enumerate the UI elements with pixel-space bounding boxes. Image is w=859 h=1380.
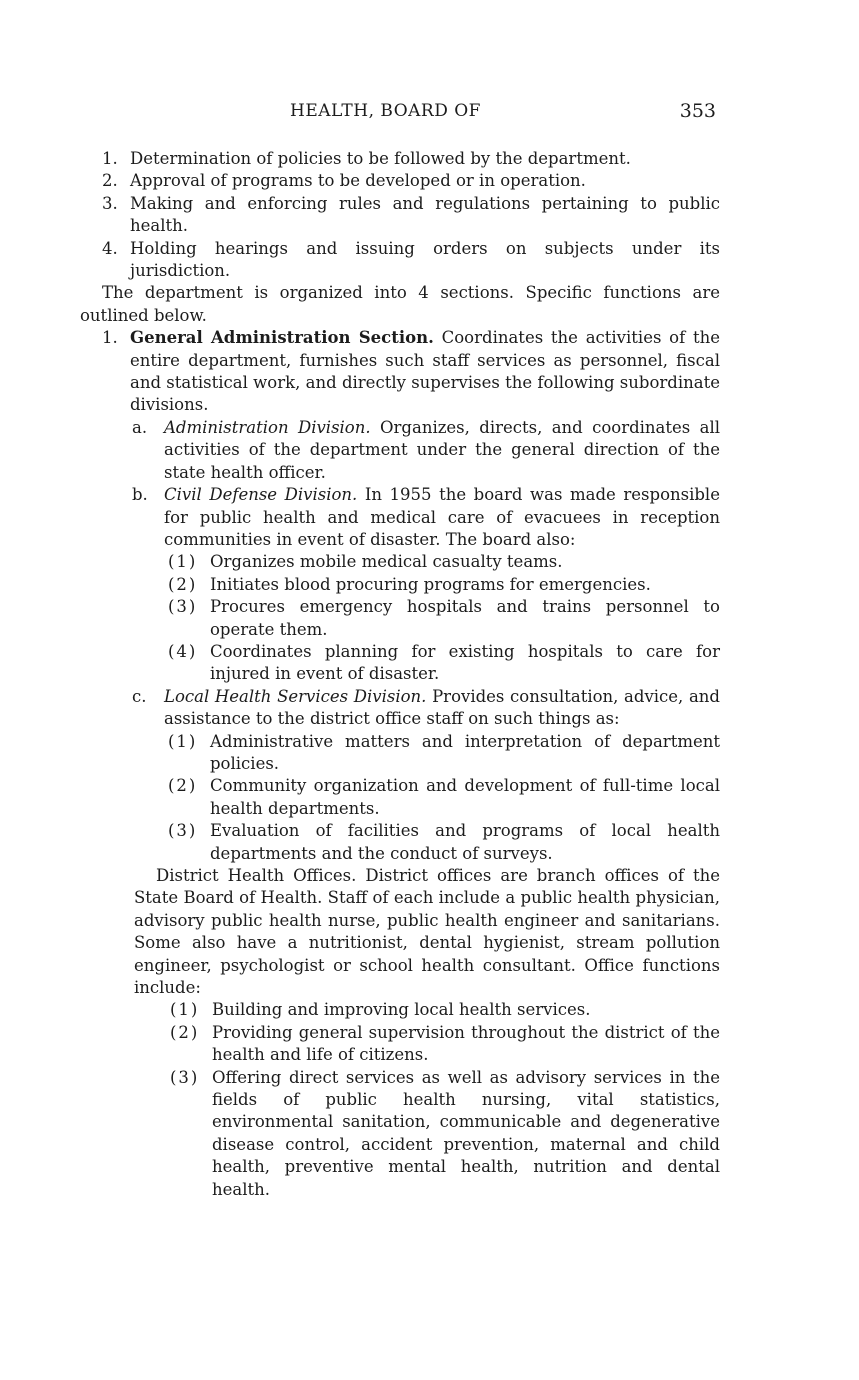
item-number: (1)	[170, 1000, 200, 1020]
item-text: Evaluation of facilities and programs of local health departments and the conduct of surveys.	[210, 821, 720, 863]
division-text: Organizes, directs, and coordinates all activities of the department under the general direction of the state health officer.	[164, 417, 721, 482]
district-offices-paragraph: District Health Offices. District offices are branch offices of the State Board of Health. Staff of each include a public health physician, advisory public health nurse, public health engineer and sanitarians. Some also have a nutritionist, dental hygienist, stream pollution engineer, psychologist or school health consultant. Office functions include:	[134, 866, 720, 998]
intro-paragraph: The department is organized into 4 sections. Specific functions are outlined below.	[80, 283, 720, 325]
page-header	[100, 100, 716, 126]
item-text: Determination of policies to be followed by the department.	[130, 149, 631, 168]
item-number: 4.	[102, 238, 118, 258]
list-item	[80, 820, 720, 865]
division-body	[164, 686, 720, 731]
list-item	[80, 238, 720, 283]
item-text: Offering direct services as well as advisory services in the fields of public health nursing, vital statistics, environmental sanitation, communicable and degenerative disease control, accident prevention, maternal and child health, preventive mental health, nutrition and dental health.	[212, 1067, 720, 1199]
division-civil-defense	[80, 484, 720, 551]
division-body	[164, 484, 720, 551]
division-title: Administration Division.	[164, 417, 371, 437]
division-text: In 1955 the board was made responsible for public health and medical care of evacuees in reception communities in event of disaster. The board also:	[164, 485, 720, 549]
item-text: Administrative matters and interpretation of department policies.	[210, 731, 720, 773]
list-item	[80, 574, 720, 596]
division-letter: c.	[132, 686, 147, 706]
section-body	[130, 327, 720, 417]
list-item	[80, 551, 720, 573]
item-text: Holding hearings and issuing orders on subjects under its jurisdiction.	[130, 238, 720, 281]
item-number: (1)	[168, 552, 198, 572]
item-number: 3.	[102, 193, 118, 213]
section-number: 1.	[102, 328, 118, 348]
page-number: 353	[679, 100, 716, 122]
list-item	[80, 596, 720, 641]
list-item	[80, 775, 720, 820]
item-text: Procures emergency hospitals and trains personnel to operate them.	[210, 597, 720, 639]
list-item	[80, 193, 720, 238]
item-text: Building and improving local health services.	[212, 1000, 591, 1020]
item-text: Providing general supervision throughout the district of the health and life of citizens.	[212, 1022, 720, 1065]
item-text: Initiates blood procuring programs for emergencies.	[210, 574, 651, 594]
item-number: 2.	[102, 171, 118, 191]
division-body	[164, 417, 720, 484]
item-number: (2)	[170, 1022, 200, 1042]
item-number: (3)	[170, 1067, 200, 1087]
list-item	[80, 170, 720, 192]
list-item	[80, 999, 720, 1021]
board-duties-list	[80, 148, 720, 282]
item-text: Community organization and development of full-time local health departments.	[210, 776, 720, 818]
list-item	[80, 148, 720, 170]
division-letter: a.	[132, 417, 148, 437]
item-text: Organizes mobile medical casualty teams.	[210, 552, 563, 572]
division-letter: b.	[132, 485, 148, 505]
section-general-administration	[80, 327, 720, 417]
list-item	[80, 1067, 720, 1201]
division-local-health-services	[80, 686, 720, 731]
list-item	[80, 1022, 720, 1067]
list-item	[80, 731, 720, 776]
division-title: Civil Defense Division.	[164, 485, 358, 505]
division-administration	[80, 417, 720, 484]
item-number: (1)	[168, 731, 198, 751]
division-title: Local Health Services Division.	[164, 686, 427, 706]
item-number: (4)	[168, 641, 198, 661]
list-item	[80, 641, 720, 686]
item-number: 1.	[102, 149, 118, 168]
item-text: Approval of programs to be developed or in operation.	[130, 171, 586, 191]
item-number: (3)	[168, 821, 198, 841]
running-head: HEALTH, BOARD OF	[290, 101, 481, 121]
section-text: Coordinates the activities of the entire department, furnishes such staff services as personnel, fiscal and statistical work, and directly supervises the following subordinate divisions.	[130, 328, 720, 415]
division-text: Provides consultation, advice, and assistance to the district office staff on such things as:	[164, 686, 720, 729]
item-number: (2)	[168, 776, 198, 796]
item-text: Coordinates planning for existing hospitals to care for injured in event of disaster.	[210, 641, 720, 684]
item-number: (3)	[168, 597, 198, 617]
page-body	[80, 148, 720, 1201]
item-number: (2)	[168, 574, 198, 594]
item-text: Making and enforcing rules and regulations pertaining to public health.	[130, 193, 720, 236]
section-title: General Administration Section.	[130, 328, 434, 348]
